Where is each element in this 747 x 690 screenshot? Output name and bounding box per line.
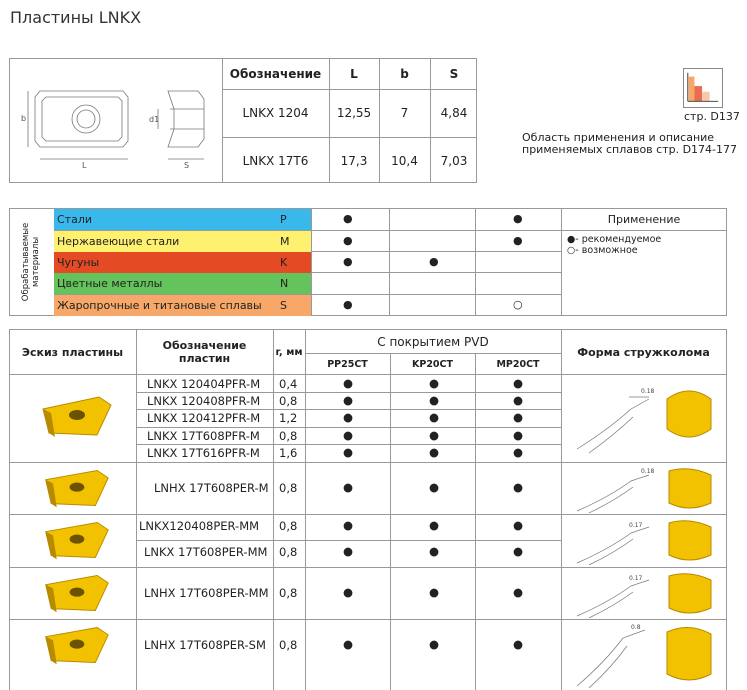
mat-mark: ● bbox=[513, 234, 523, 247]
insert-sketch-icon bbox=[39, 517, 114, 563]
grade-mark: ● bbox=[513, 544, 524, 558]
insert-name: LNKX120408PER-MM bbox=[139, 519, 260, 533]
insert-radius: 0,4 bbox=[279, 377, 298, 391]
grade-mark: ● bbox=[343, 376, 354, 390]
mat-mark: ● bbox=[343, 212, 353, 225]
material-code: M bbox=[280, 235, 290, 248]
header-pvd: С покрытием PVD bbox=[377, 334, 489, 349]
material-name: Стали bbox=[57, 213, 93, 226]
side-label-line2: материалы bbox=[31, 236, 42, 288]
header-radius: r, мм bbox=[275, 346, 303, 358]
grade-mark: ● bbox=[343, 480, 354, 494]
chipbreaker-dim: 0.18 bbox=[641, 468, 655, 475]
grade-mark: ● bbox=[429, 518, 440, 532]
dim-row-2-name: LNKX 17T6 bbox=[242, 153, 309, 168]
insert-name: LNHX 17T608PER-SM bbox=[144, 638, 266, 652]
ref-note bbox=[522, 132, 737, 156]
chipbreaker-profile-icon bbox=[569, 465, 719, 513]
materials-table bbox=[9, 208, 727, 316]
insert-radius: 1,2 bbox=[279, 411, 298, 425]
label-b: b bbox=[21, 114, 27, 123]
page-title: Пластины LNKX bbox=[10, 8, 142, 27]
grade-mark: ● bbox=[429, 637, 440, 651]
insert-name: LNKX 120404PFR-M bbox=[147, 377, 261, 391]
mat-mark: ● bbox=[343, 234, 353, 247]
grade-mark: ● bbox=[429, 428, 440, 442]
insert-radius: 0,8 bbox=[279, 545, 298, 559]
material-name: Жаропрочные и титановые сплавы bbox=[57, 299, 262, 312]
dim-row-1-name: LNKX 1204 bbox=[242, 106, 309, 120]
grade-mark: ● bbox=[429, 393, 440, 407]
grade-mark: ● bbox=[343, 518, 354, 532]
dimension-table bbox=[9, 58, 477, 183]
insert-radius: 0,8 bbox=[279, 638, 298, 652]
materials-side-label bbox=[11, 212, 51, 312]
grade-mark: ● bbox=[513, 445, 524, 459]
material-code: K bbox=[280, 256, 288, 269]
material-row-steel bbox=[54, 209, 311, 230]
grade-mark: ● bbox=[343, 544, 354, 558]
application-header: Применение bbox=[607, 213, 681, 226]
insert-radius: 0,8 bbox=[279, 429, 298, 443]
insert-radius: 0,8 bbox=[279, 394, 298, 408]
insert-name: LNKX 120412PFR-M bbox=[147, 411, 261, 425]
insert-name: LNHX 17T608PER-M bbox=[154, 481, 269, 495]
chipbreaker-profile-icon bbox=[569, 570, 719, 618]
header-grade-mp20ct: MP20CT bbox=[496, 358, 540, 370]
insert-sketch-icon bbox=[39, 622, 114, 668]
material-code: S bbox=[280, 299, 287, 312]
dim-row-1-L: 12,55 bbox=[336, 106, 372, 120]
material-row-nonferrous bbox=[54, 273, 311, 294]
insert-sketch-icon bbox=[39, 465, 114, 511]
grade-mark: ● bbox=[343, 393, 354, 407]
grade-mark: ● bbox=[513, 410, 524, 424]
insert-radius: 0,8 bbox=[279, 586, 298, 600]
cutting-chart-icon bbox=[683, 68, 723, 108]
material-name: Нержавеющие стали bbox=[57, 235, 180, 248]
insert-radius: 0,8 bbox=[279, 519, 298, 533]
insert-drawing bbox=[18, 69, 218, 169]
header-b: b bbox=[400, 67, 409, 81]
insert-radius: 1,6 bbox=[279, 446, 298, 460]
insert-name: LNHX 17T608PER-MM bbox=[144, 586, 269, 600]
mat-mark: ● bbox=[343, 298, 353, 311]
header-L: L bbox=[350, 67, 358, 81]
chipbreaker-dim: 0.17 bbox=[629, 522, 643, 529]
dim-row-2-S: 7,03 bbox=[440, 153, 468, 168]
dim-row-2-L: 17,3 bbox=[340, 153, 368, 168]
material-code: N bbox=[280, 277, 289, 290]
header-grade-pp25ct: PP25CT bbox=[327, 358, 368, 370]
grade-mark: ● bbox=[343, 428, 354, 442]
grade-mark: ● bbox=[429, 445, 440, 459]
dim-row-2-b: 10,4 bbox=[391, 153, 418, 168]
grade-mark: ● bbox=[429, 585, 440, 599]
inserts-table bbox=[9, 329, 727, 690]
header-grade-kp20ct: KP20CT bbox=[412, 358, 453, 370]
insert-name: LNKX 120408PFR-M bbox=[147, 394, 261, 408]
ref-note-line2: применяемых сплавов стр. D174-177 bbox=[522, 143, 738, 156]
label-d1: d1 bbox=[149, 115, 160, 124]
chipbreaker-profile-icon bbox=[569, 622, 719, 688]
ref-note-line1: Область применения и описание bbox=[522, 131, 715, 144]
side-label-line1: Обрабатываемые bbox=[21, 222, 32, 302]
header-designation: Обозначение bbox=[229, 67, 322, 81]
grade-mark: ● bbox=[513, 480, 524, 494]
material-name: Чугуны bbox=[57, 256, 100, 269]
material-row-stainless bbox=[54, 231, 311, 252]
grade-mark: ● bbox=[513, 393, 524, 407]
grade-mark: ● bbox=[513, 428, 524, 442]
grade-mark: ● bbox=[343, 637, 354, 651]
chipbreaker-dim: 0.17 bbox=[629, 575, 643, 582]
material-row-cast-iron bbox=[54, 252, 311, 273]
legend-possible: ○- возможное bbox=[567, 245, 638, 256]
header-sketch: Эскиз пластины bbox=[21, 345, 124, 359]
mat-mark: ○ bbox=[513, 298, 523, 311]
legend bbox=[567, 234, 661, 256]
grade-mark: ● bbox=[429, 480, 440, 494]
grade-mark: ● bbox=[343, 410, 354, 424]
mat-mark: ● bbox=[343, 255, 353, 268]
grade-mark: ● bbox=[429, 544, 440, 558]
material-row-superalloy bbox=[54, 295, 311, 316]
dim-row-1-b: 7 bbox=[400, 106, 409, 120]
label-S: S bbox=[184, 161, 190, 169]
material-name: Цветные металлы bbox=[57, 277, 163, 290]
header-S: S bbox=[449, 67, 459, 81]
grade-mark: ● bbox=[513, 518, 524, 532]
mat-mark: ● bbox=[513, 212, 523, 225]
grade-mark: ● bbox=[343, 445, 354, 459]
insert-name: LNKX 17T616PFR-M bbox=[147, 446, 260, 460]
grade-mark: ● bbox=[513, 585, 524, 599]
insert-radius: 0,8 bbox=[279, 481, 298, 495]
chipbreaker-profile-icon bbox=[569, 379, 719, 459]
insert-name: LNKX 17T608PER-MM bbox=[144, 545, 268, 559]
grade-mark: ● bbox=[429, 410, 440, 424]
dim-row-1-S: 4,84 bbox=[440, 106, 468, 120]
grade-mark: ● bbox=[513, 637, 524, 651]
insert-name: LNKX 17T608PFR-M bbox=[147, 429, 260, 443]
mat-mark: ● bbox=[429, 255, 439, 268]
chipbreaker-profile-icon bbox=[569, 517, 719, 565]
grade-mark: ● bbox=[513, 376, 524, 390]
chipbreaker-dim: 0.8 bbox=[631, 624, 641, 631]
ref-page: стр. D137 bbox=[684, 110, 740, 123]
insert-sketch-icon bbox=[39, 570, 114, 616]
grade-mark: ● bbox=[429, 376, 440, 390]
header-designation: Обозначение пластин bbox=[162, 339, 247, 365]
material-code: P bbox=[280, 213, 287, 226]
chipbreaker-dim: 0.18 bbox=[641, 388, 655, 395]
insert-sketch-icon bbox=[39, 391, 114, 441]
legend-recommended: ●- рекомендуемое bbox=[567, 234, 662, 245]
grade-mark: ● bbox=[343, 585, 354, 599]
label-L: L bbox=[82, 161, 87, 169]
header-chipbreaker: Форма стружколома bbox=[577, 345, 710, 359]
